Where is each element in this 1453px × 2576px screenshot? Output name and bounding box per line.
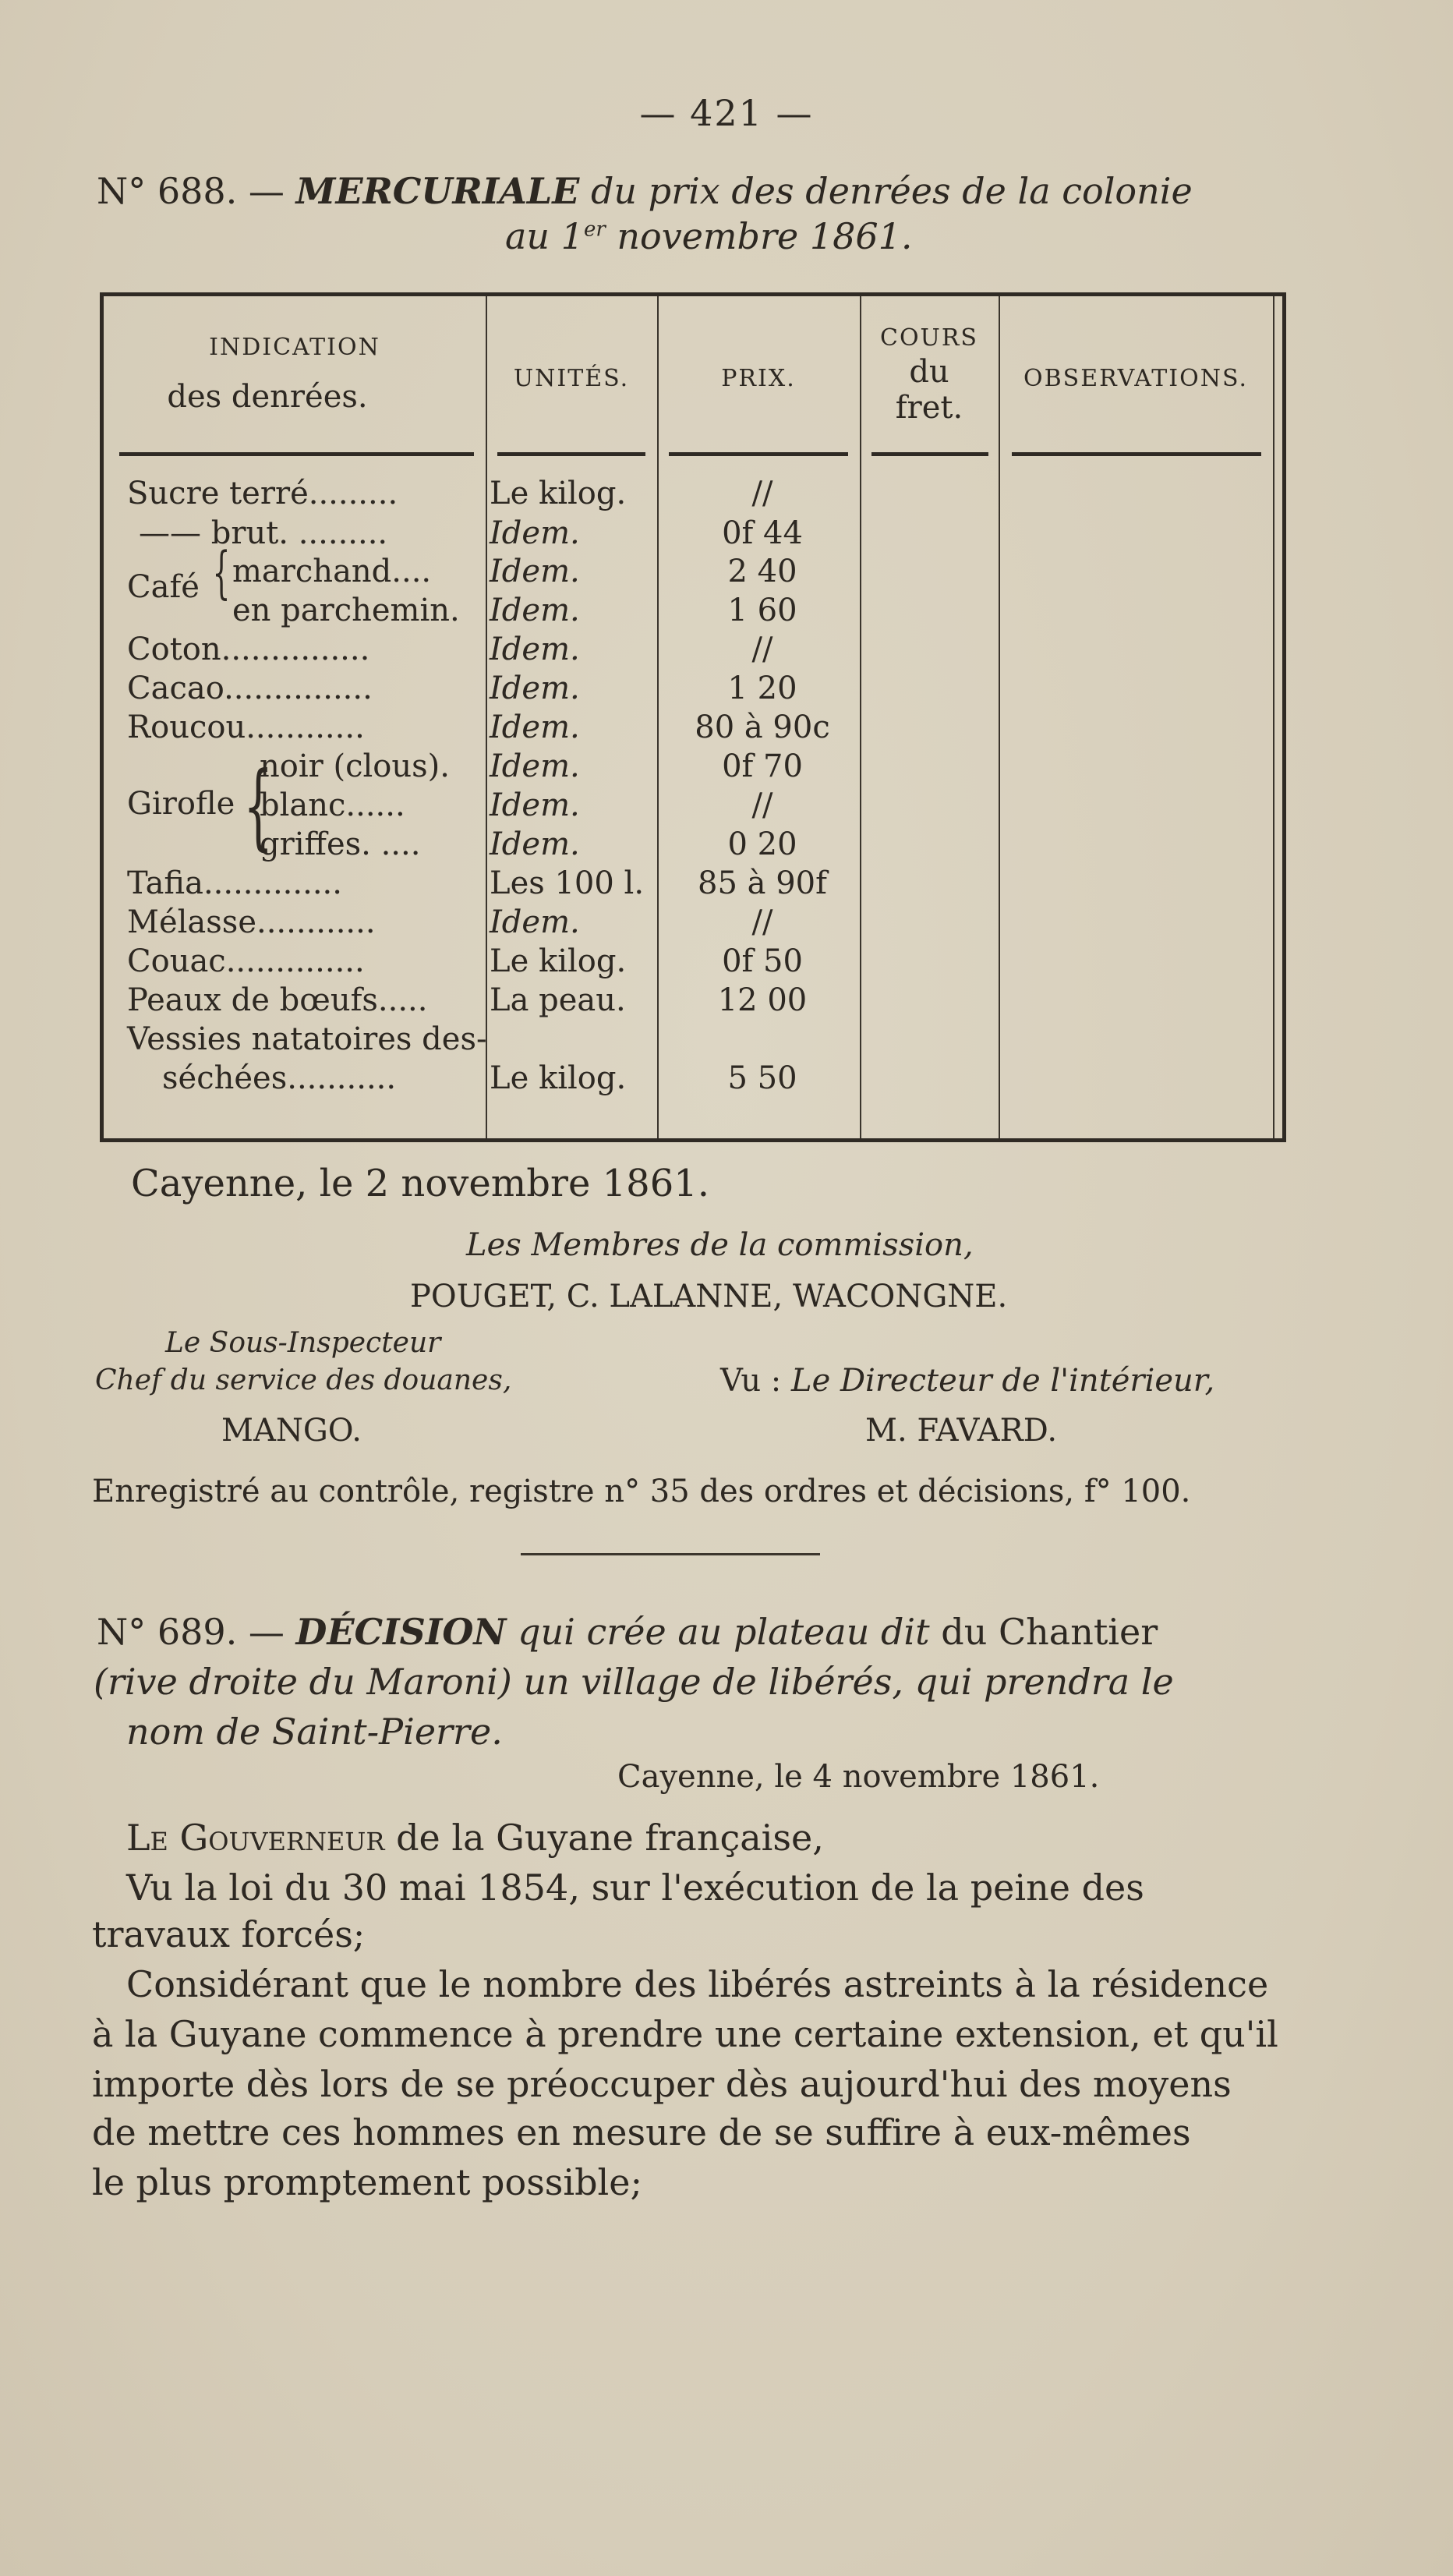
doc689-title-line3: nom de Saint-Pierre. [126, 1711, 503, 1753]
header-observations: OBSERVATIONS. [1023, 365, 1248, 392]
doc689-title-line1: N° 689. — DÉCISION qui crée au plateau dit du Chantier [97, 1611, 1158, 1653]
left-name: MANGO. [221, 1413, 362, 1449]
brace-icon: { [243, 752, 274, 861]
paragraph-line: de mettre ces hommes en mesure de se suffire à eux-mêmes [92, 2111, 1191, 2153]
paragraph-line: importe dès lors de se préoccuper dès aujourd'hui des moyens [92, 2063, 1232, 2105]
paragraph-line: à la Guyane commence à prendre une certaine extension, et qu'il [92, 2013, 1278, 2055]
place-date-689: Cayenne, le 4 novembre 1861. [617, 1759, 1100, 1795]
header-prix: PRIX. [721, 365, 796, 392]
group-label-cafe: Café [127, 569, 200, 605]
header-du: du [909, 354, 949, 390]
header-rule [871, 452, 988, 456]
header-cours: COURS [880, 324, 978, 352]
paragraph-line: Considérant que le nombre des libérés astreints à la résidence [126, 1963, 1269, 2005]
place-date-688: Cayenne, le 2 novembre 1861. [131, 1162, 710, 1205]
header-indication: INDICATION [209, 334, 380, 361]
doc689-title-line2: (rive droite du Maroni) un village de libérés, qui prendra le [94, 1661, 1174, 1703]
header-rule [119, 452, 474, 456]
header-rule [497, 452, 645, 456]
commission-label: Les Membres de la commission, [466, 1227, 974, 1263]
governor-line: Le Gouverneur de la Guyane française, [126, 1817, 824, 1859]
section-divider [521, 1553, 820, 1555]
header-unites: UNITÉS. [513, 365, 630, 392]
doc689-number: N° 689. — [97, 1611, 285, 1653]
left-role-1: Le Sous-Inspecteur [165, 1327, 441, 1359]
right-name: M. FAVARD. [865, 1413, 1058, 1449]
doc688-title-line2: au 1er novembre 1861. [505, 215, 913, 257]
brace-icon: { [212, 540, 231, 605]
doc688-title-rest: du prix des denrées de la colonie [590, 170, 1193, 212]
registered-note: Enregistré au contrôle, registre n° 35 des ordres et décisions, f° 100. [92, 1474, 1191, 1509]
right-vu: Vu : Le Directeur de l'intérieur, [720, 1363, 1215, 1399]
doc688-title-bold: MERCURIALE [295, 170, 580, 212]
price-table: INDICATION des denrées. UNITÉS. PRIX. COURS du fret. OBSERVATIONS. Sucre terré......... Le kilog. // —— brut. ......... Idem. 0f 44 Café { marchand.... Idem. 2 40 en parchemin. Idem. 1 60 Coton............... Idem. // Cacao............... Idem. 1 20 Roucou............ Idem. 80 à 90c Girofle { noir (clous). Idem. 0f 70 blanc...... Idem. // griffes. .... Idem. 0 20 Tafia.............. Les 100 l. 85 à 90f Mélasse............ Idem. // Couac.............. Le kilog. 0f 50 Peaux de bœufs..... La peau. 12 00 Vessies natatoires des- séchées........... Le kilog. 5 50 [100, 292, 1286, 1142]
col-divider [1273, 296, 1274, 1138]
col-divider [999, 296, 1000, 1138]
commission-names: POUGET, C. LALANNE, WACONGNE. [410, 1279, 1008, 1315]
header-denrees: des denrées. [167, 379, 368, 415]
doc688-title-line1 [97, 170, 1193, 212]
left-role-2: Chef du service des douanes, [95, 1364, 512, 1396]
paragraph-line: Vu la loi du 30 mai 1854, sur l'exécution de la peine des [126, 1867, 1144, 1909]
header-fret: fret. [895, 390, 963, 426]
header-rule [1012, 452, 1261, 456]
header-rule [669, 452, 848, 456]
doc688-number: N° 688. — [97, 170, 285, 212]
paragraph-line: travaux forcés; [92, 1913, 366, 1955]
group-label-girofle: Girofle [127, 786, 235, 822]
doc689-title-bold: DÉCISION [295, 1611, 507, 1653]
paragraph-line: le plus promptement possible; [92, 2161, 642, 2203]
page-number: — 421 — [639, 92, 814, 134]
